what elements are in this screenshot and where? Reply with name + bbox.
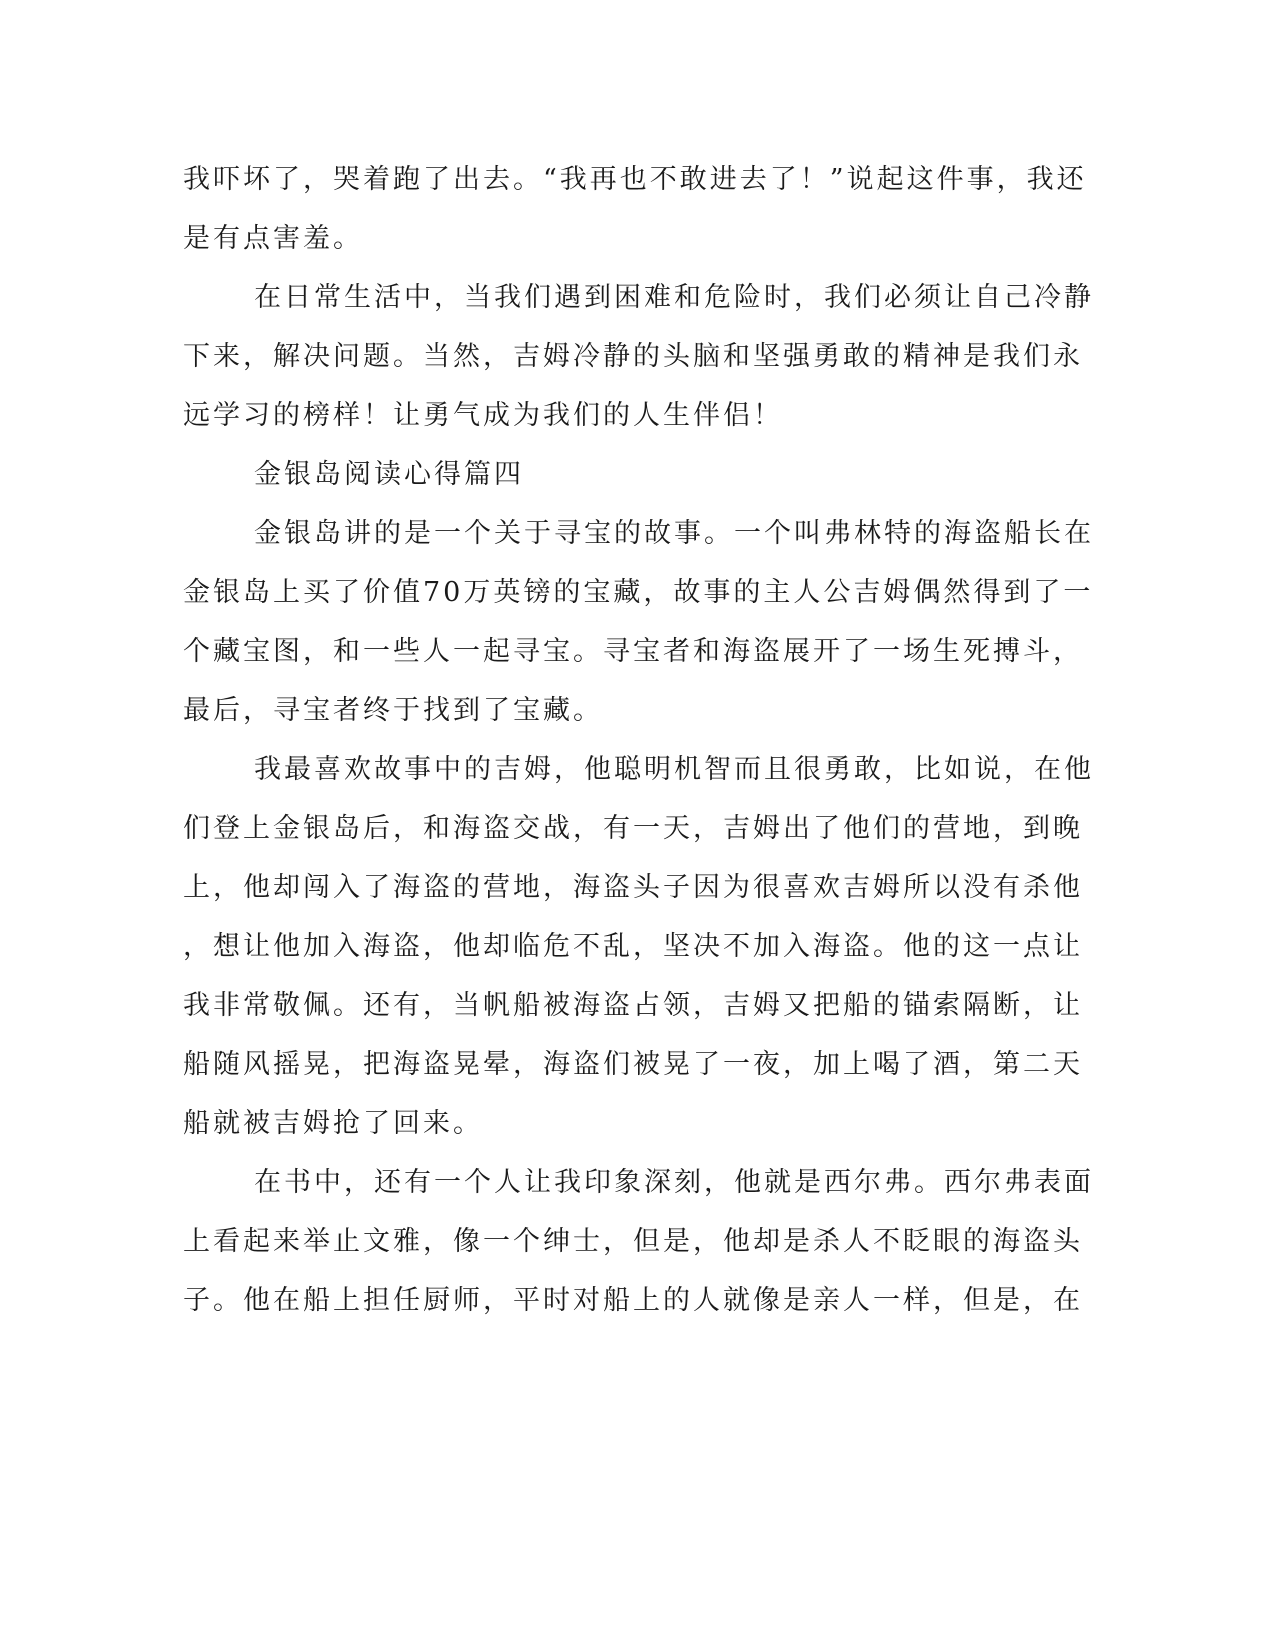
text-line: 是有点害羞。 [183, 223, 363, 254]
text-line: 我非常敬佩。还有，当帆船被海盗占领，吉姆又把船的锚索隔断，让 [183, 990, 1083, 1021]
text-line: 最后，寻宝者终于找到了宝藏。 [183, 695, 603, 726]
text-line: 们登上金银岛后，和海盗交战，有一天，吉姆出了他们的营地，到晚 [183, 813, 1083, 844]
text-line: 上看起来举止文雅，像一个绅士，但是，他却是杀人不眨眼的海盗头 [183, 1226, 1083, 1257]
text-line: 船随风摇晃，把海盗晃晕，海盗们被晃了一夜，加上喝了酒，第二天 [183, 1049, 1083, 1080]
paragraph-start-line: 在日常生活中，当我们遇到困难和危险时，我们必须让自己冷静 [254, 282, 1094, 313]
text-line: 我吓坏了，哭着跑了出去。“我再也不敢进去了！”说起这件事，我还 [183, 164, 1087, 195]
text-line: 船就被吉姆抢了回来。 [183, 1108, 483, 1139]
text-line: 下来，解决问题。当然，吉姆冷静的头脑和坚强勇敢的精神是我们永 [183, 341, 1083, 372]
section-heading: 金银岛阅读心得篇四 [254, 459, 524, 490]
paragraph-start-line: 在书中，还有一个人让我印象深刻，他就是西尔弗。西尔弗表面 [254, 1167, 1094, 1198]
text-line: ，想让他加入海盗，他却临危不乱，坚决不加入海盗。他的这一点让 [183, 931, 1083, 962]
text-line: 上，他却闯入了海盗的营地，海盗头子因为很喜欢吉姆所以没有杀他 [183, 872, 1083, 903]
text-line: 个藏宝图，和一些人一起寻宝。寻宝者和海盗展开了一场生死搏斗， [183, 636, 1083, 667]
text-line: 远学习的榜样！让勇气成为我们的人生伴侣！ [183, 400, 783, 431]
text-line: 金银岛上买了价值70万英镑的宝藏，故事的主人公吉姆偶然得到了一 [183, 577, 1094, 608]
text-line: 子。他在船上担任厨师，平时对船上的人就像是亲人一样，但是，在 [183, 1285, 1083, 1316]
paragraph-start-line: 我最喜欢故事中的吉姆，他聪明机智而且很勇敢，比如说，在他 [254, 754, 1094, 785]
paragraph-start-line: 金银岛讲的是一个关于寻宝的故事。一个叫弗林特的海盗船长在 [254, 518, 1094, 549]
